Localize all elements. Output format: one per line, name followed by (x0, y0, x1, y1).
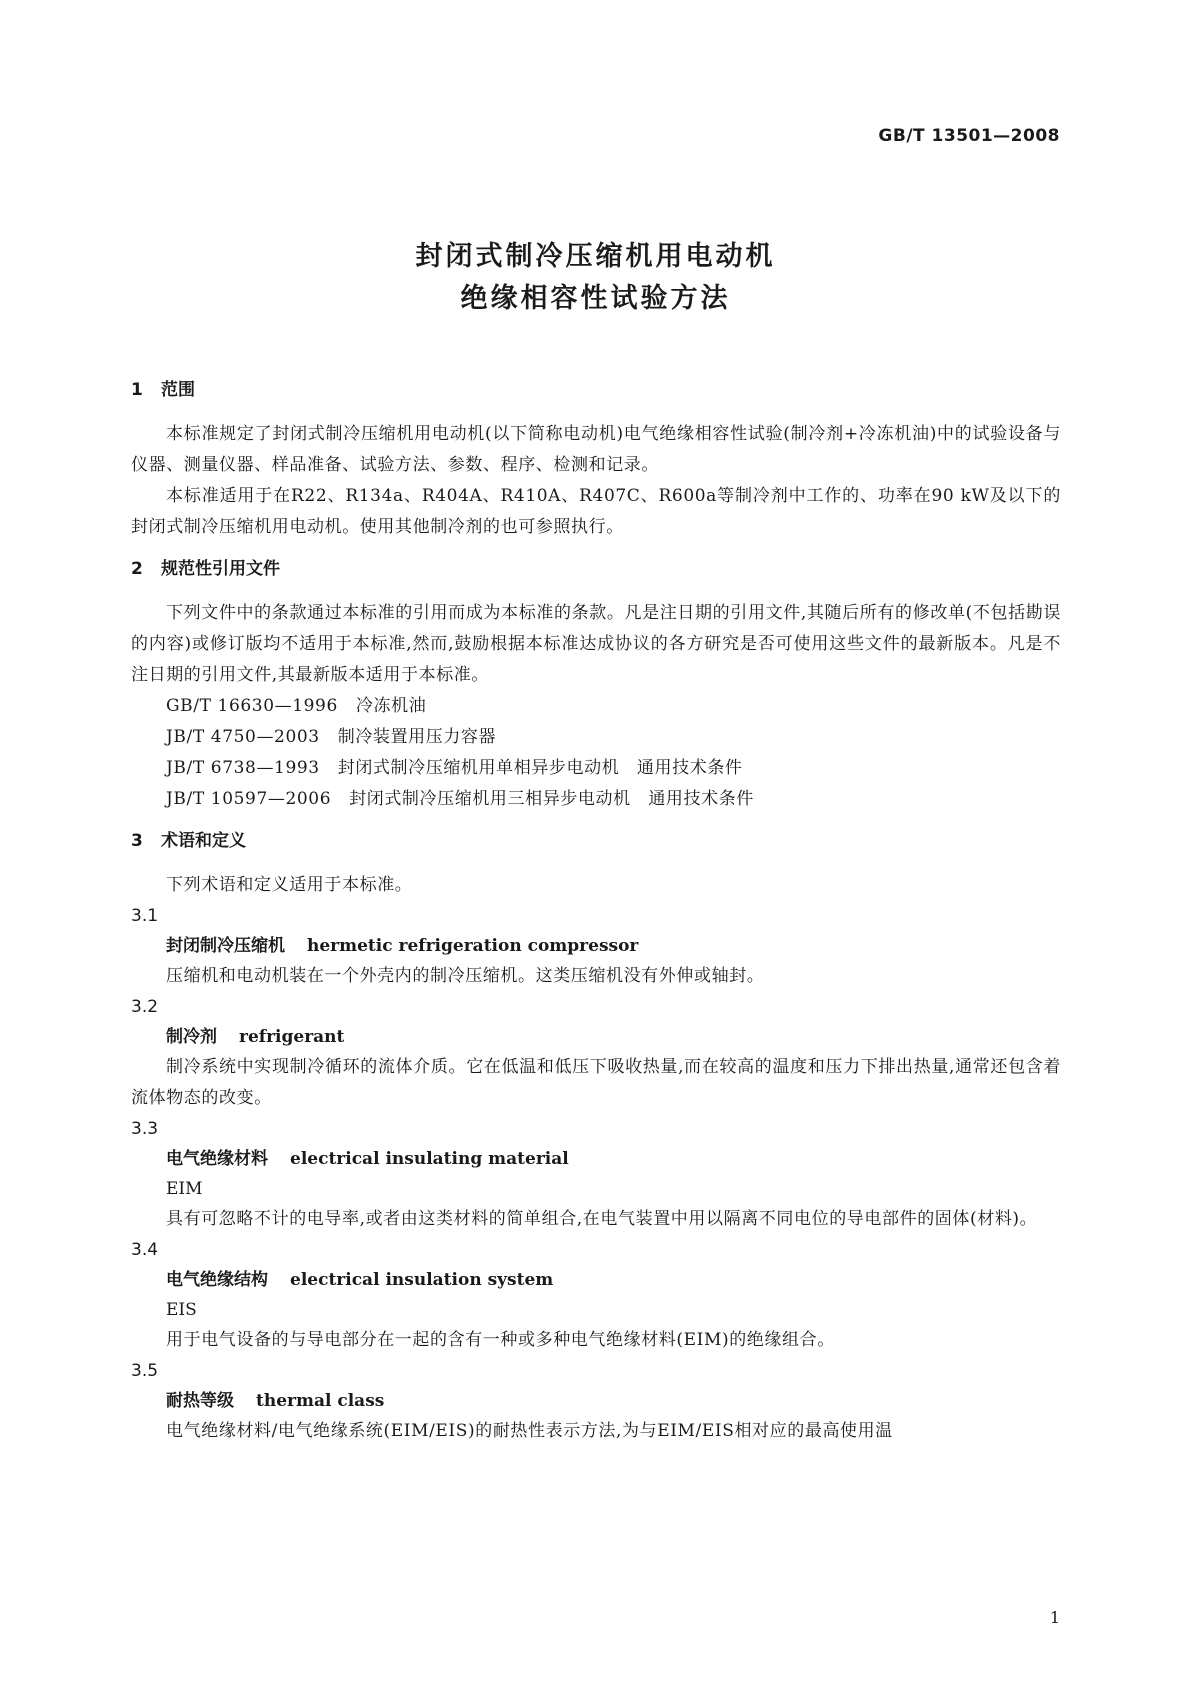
paragraph: 本标准规定了封闭式制冷压缩机用电动机(以下简称电动机)电气绝缘相容性试验(制冷剂+冷冻机油)中的试验设备与仪器、测量仪器、样品准备、试验方法、参数、程序、检测和记录。 (131, 424, 1061, 475)
term-zh: 电气绝缘结构 (166, 1270, 268, 1290)
term-definition: 压缩机和电动机装在一个外壳内的制冷压缩机。这类压缩机没有外伸或轴封。 (166, 966, 765, 986)
section-heading-2 (131, 553, 1061, 586)
term-en: electrical insulation system (290, 1270, 554, 1290)
term-en: refrigerant (239, 1027, 345, 1047)
reference-code: JB/T 10597—2006 (166, 789, 332, 809)
term-definition: 制冷系统中实现制冷循环的流体介质。它在低温和低压下吸收热量,而在较高的温度和压力下排出热量,通常还包含着流体物态的改变。 (131, 1057, 1061, 1108)
term-zh: 制冷剂 (166, 1027, 217, 1047)
reference-code: JB/T 4750—2003 (166, 727, 320, 747)
section-title: 术语和定义 (161, 831, 246, 851)
term-abbreviation: EIM (166, 1179, 203, 1199)
reference-item (131, 691, 1061, 722)
section-heading-1 (131, 374, 1061, 407)
term-definition: 具有可忽略不计的电导率,或者由这类材料的简单组合,在电气装置中用以隔离不同电位的导电部件的固体(材料)。 (166, 1209, 1038, 1229)
term-zh: 封闭制冷压缩机 (166, 936, 285, 956)
reference-name: 制冷装置用压力容器 (337, 727, 497, 747)
section-heading-3 (131, 825, 1061, 858)
term-entry (131, 1265, 1061, 1295)
term-definition: 用于电气设备的与导电部分在一起的含有一种或多种电气绝缘材料(EIM)的绝缘组合。 (166, 1330, 835, 1350)
term-entry (131, 1022, 1061, 1052)
reference-code: JB/T 6738—1993 (166, 758, 320, 778)
section-title: 规范性引用文件 (161, 559, 280, 579)
term-entry (131, 931, 1061, 961)
term-en: hermetic refrigeration compressor (307, 936, 639, 956)
reference-name: 封闭式制冷压缩机用三相异步电动机 通用技术条件 (349, 789, 754, 809)
term-entry (131, 1144, 1061, 1174)
paragraph: 下列术语和定义适用于本标准。 (166, 875, 413, 895)
paragraph: 本标准适用于在R22、R134a、R404A、R410A、R407C、R600a等制冷剂中工作的、功率在90 kW及以下的封闭式制冷压缩机用电动机。使用其他制冷剂的也可参照执行。 (131, 486, 1061, 537)
term-definition: 电气绝缘材料/电气绝缘系统(EIM/EIS)的耐热性表示方法,为与EIM/EIS相对应的最高使用温 (166, 1421, 893, 1441)
reference-code: GB/T 16630—1996 (166, 696, 338, 716)
reference-item (131, 722, 1061, 753)
section-number: 3 (131, 831, 143, 851)
reference-item (131, 784, 1061, 815)
title-line-1: 封闭式制冷压缩机用电动机 (415, 241, 776, 272)
paragraph: 下列文件中的条款通过本标准的引用而成为本标准的条款。凡是注日期的引用文件,其随后所有的修改单(不包括勘误的内容)或修订版均不适用于本标准,然而,鼓励根据本标准达成协议的各方研究是否可使用这些文件的最新版本。凡是不注日期的引用文件,其最新版本适用于本标准。 (131, 603, 1061, 685)
reference-item (131, 753, 1061, 784)
term-entry (131, 1386, 1061, 1416)
clause-number: 3.5 (131, 1361, 159, 1381)
clause-number: 3.4 (131, 1240, 159, 1260)
document-body (131, 370, 1061, 1447)
term-zh: 耐热等级 (166, 1391, 234, 1411)
standard-code: GB/T 13501—2008 (878, 126, 1060, 146)
term-abbreviation: EIS (166, 1300, 197, 1320)
reference-name: 封闭式制冷压缩机用单相异步电动机 通用技术条件 (337, 758, 743, 778)
clause-number: 3.2 (131, 997, 159, 1017)
page-number: 1 (1049, 1608, 1060, 1627)
clause-number: 3.3 (131, 1119, 159, 1139)
reference-name: 冷冻机油 (355, 696, 427, 716)
section-title: 范围 (161, 380, 195, 400)
term-en: electrical insulating material (290, 1149, 569, 1169)
section-number: 2 (131, 559, 143, 579)
term-en: thermal class (256, 1391, 385, 1411)
clause-number: 3.1 (131, 906, 159, 926)
title-line-2: 绝缘相容性试验方法 (460, 283, 731, 314)
term-zh: 电气绝缘材料 (166, 1149, 268, 1169)
section-number: 1 (131, 380, 143, 400)
